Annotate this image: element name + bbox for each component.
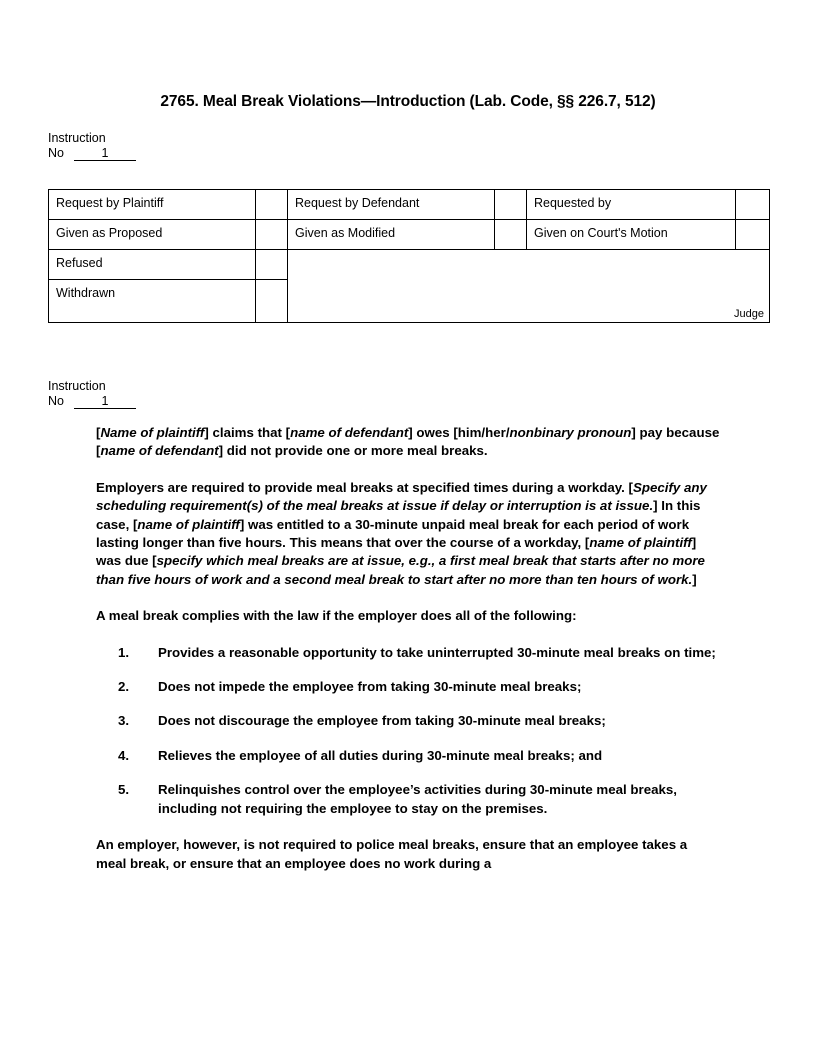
- text-run: Specify any scheduling requirement(s) of the meal breaks at issue if delay or interruption is at issue.: [96, 479, 707, 514]
- paragraph-claim: [96, 424, 720, 461]
- text-run: ]: [692, 571, 697, 587]
- paragraph-employer-not-required: An employer, however, is not required to police meal breaks, ensure that an employee takes a meal break, or ensure that an employee does no work during a: [96, 837, 688, 871]
- instruction-no-label-body: No: [48, 394, 64, 408]
- list-item: [96, 781, 720, 818]
- list-item-text: Does not discourage the employee from taking 30-minute meal breaks;: [158, 713, 606, 729]
- instruction-number-block-top: [48, 131, 136, 161]
- checkbox-request-by-plaintiff[interactable]: [256, 190, 288, 220]
- list-item-marker: 1.: [118, 644, 130, 660]
- cell-request-by-defendant: Request by Defendant: [288, 190, 495, 220]
- text-run: ] did not provide one or more meal breaks.: [218, 443, 488, 459]
- judge-caption: Judge: [734, 308, 764, 320]
- list-item-marker: 5.: [118, 782, 130, 798]
- checkbox-request-by-defendant[interactable]: [495, 190, 527, 220]
- text-run: Employers are required to provide meal breaks at specified times during a workday. [: [96, 479, 633, 495]
- text-run: specify which meal breaks are at issue, e.g., a first meal break that starts after no more than five hours of work and a second meal break to start after no more than ten hours of work.: [96, 553, 705, 587]
- paragraph-list-intro: A meal break complies with the law if the employer does all of the following:: [96, 608, 577, 624]
- list-item-marker: 4.: [118, 747, 130, 763]
- checkbox-withdrawn[interactable]: [256, 280, 288, 323]
- cell-requested-by: Requested by: [527, 190, 736, 220]
- table-row: [49, 190, 770, 220]
- checkbox-given-on-courts-motion[interactable]: [736, 220, 770, 250]
- judge-signature-area: [288, 250, 770, 323]
- cell-refused: Refused: [49, 250, 256, 280]
- text-run: name of plaintiff: [137, 516, 240, 532]
- disposition-table: [48, 189, 770, 323]
- text-run: name of defendant: [290, 425, 409, 440]
- list-item: [96, 712, 720, 730]
- compliance-list: [96, 644, 720, 818]
- table-row: [49, 220, 770, 250]
- instruction-no-field-body[interactable]: 1: [74, 394, 136, 409]
- cell-given-as-modified: Given as Modified: [288, 220, 495, 250]
- list-item-text: Provides a reasonable opportunity to take uninterrupted 30-minute meal breaks on time;: [158, 644, 716, 660]
- text-run: ] was due [: [96, 535, 697, 569]
- checkbox-requested-by[interactable]: [736, 190, 770, 220]
- instruction-no-label-top: No: [48, 146, 64, 160]
- text-run: ] claims that [: [204, 425, 291, 440]
- paragraph-employer-duty: [96, 479, 720, 589]
- cell-request-by-plaintiff: Request by Plaintiff: [49, 190, 256, 220]
- text-run: ] pay because [: [96, 425, 720, 459]
- checkbox-refused[interactable]: [256, 250, 288, 280]
- text-run: name of plaintiff: [589, 535, 692, 551]
- text-run: Name of plaintiff: [100, 425, 205, 440]
- instruction-number-block-body: [48, 379, 136, 409]
- text-run: ] was entitled to a 30-minute unpaid meal break for each period of work lasting longer than five hours. This means that over the course of a workday, [: [96, 516, 690, 551]
- list-item: [96, 644, 720, 662]
- instruction-label-body: Instruction: [48, 379, 106, 393]
- list-item-marker: 3.: [118, 713, 130, 729]
- text-run: name of defendant: [100, 443, 219, 459]
- instruction-label-top: Instruction: [48, 131, 106, 145]
- text-run: nonbinary pronoun: [509, 425, 632, 440]
- table-row: [49, 250, 770, 280]
- page-title: 2765. Meal Break Violations—Introduction (Lab. Code, §§ 226.7, 512): [160, 93, 656, 110]
- cell-given-on-courts-motion: Given on Court's Motion: [527, 220, 736, 250]
- cell-withdrawn: Withdrawn: [49, 280, 256, 323]
- list-item-text: Does not impede the employee from taking 30-minute meal breaks;: [158, 679, 582, 695]
- text-run: [: [96, 425, 101, 440]
- list-item-text: Relinquishes control over the employee’s activities during 30-minute meal breaks, including not requiring the employee to stay on the premises.: [158, 782, 677, 816]
- checkbox-given-as-proposed[interactable]: [256, 220, 288, 250]
- instruction-body: [96, 424, 720, 873]
- list-item-text: Relieves the employee of all duties during 30-minute meal breaks; and: [158, 747, 603, 763]
- list-item: [96, 678, 720, 696]
- checkbox-given-as-modified[interactable]: [495, 220, 527, 250]
- list-item-marker: 2.: [118, 679, 130, 695]
- cell-given-as-proposed: Given as Proposed: [49, 220, 256, 250]
- text-run: ] owes [him/her/: [408, 425, 510, 440]
- judge-signature-block: [467, 306, 765, 320]
- list-item: [96, 747, 720, 765]
- instruction-no-field-top[interactable]: 1: [74, 146, 136, 161]
- text-run: ] In this case, [: [96, 498, 701, 532]
